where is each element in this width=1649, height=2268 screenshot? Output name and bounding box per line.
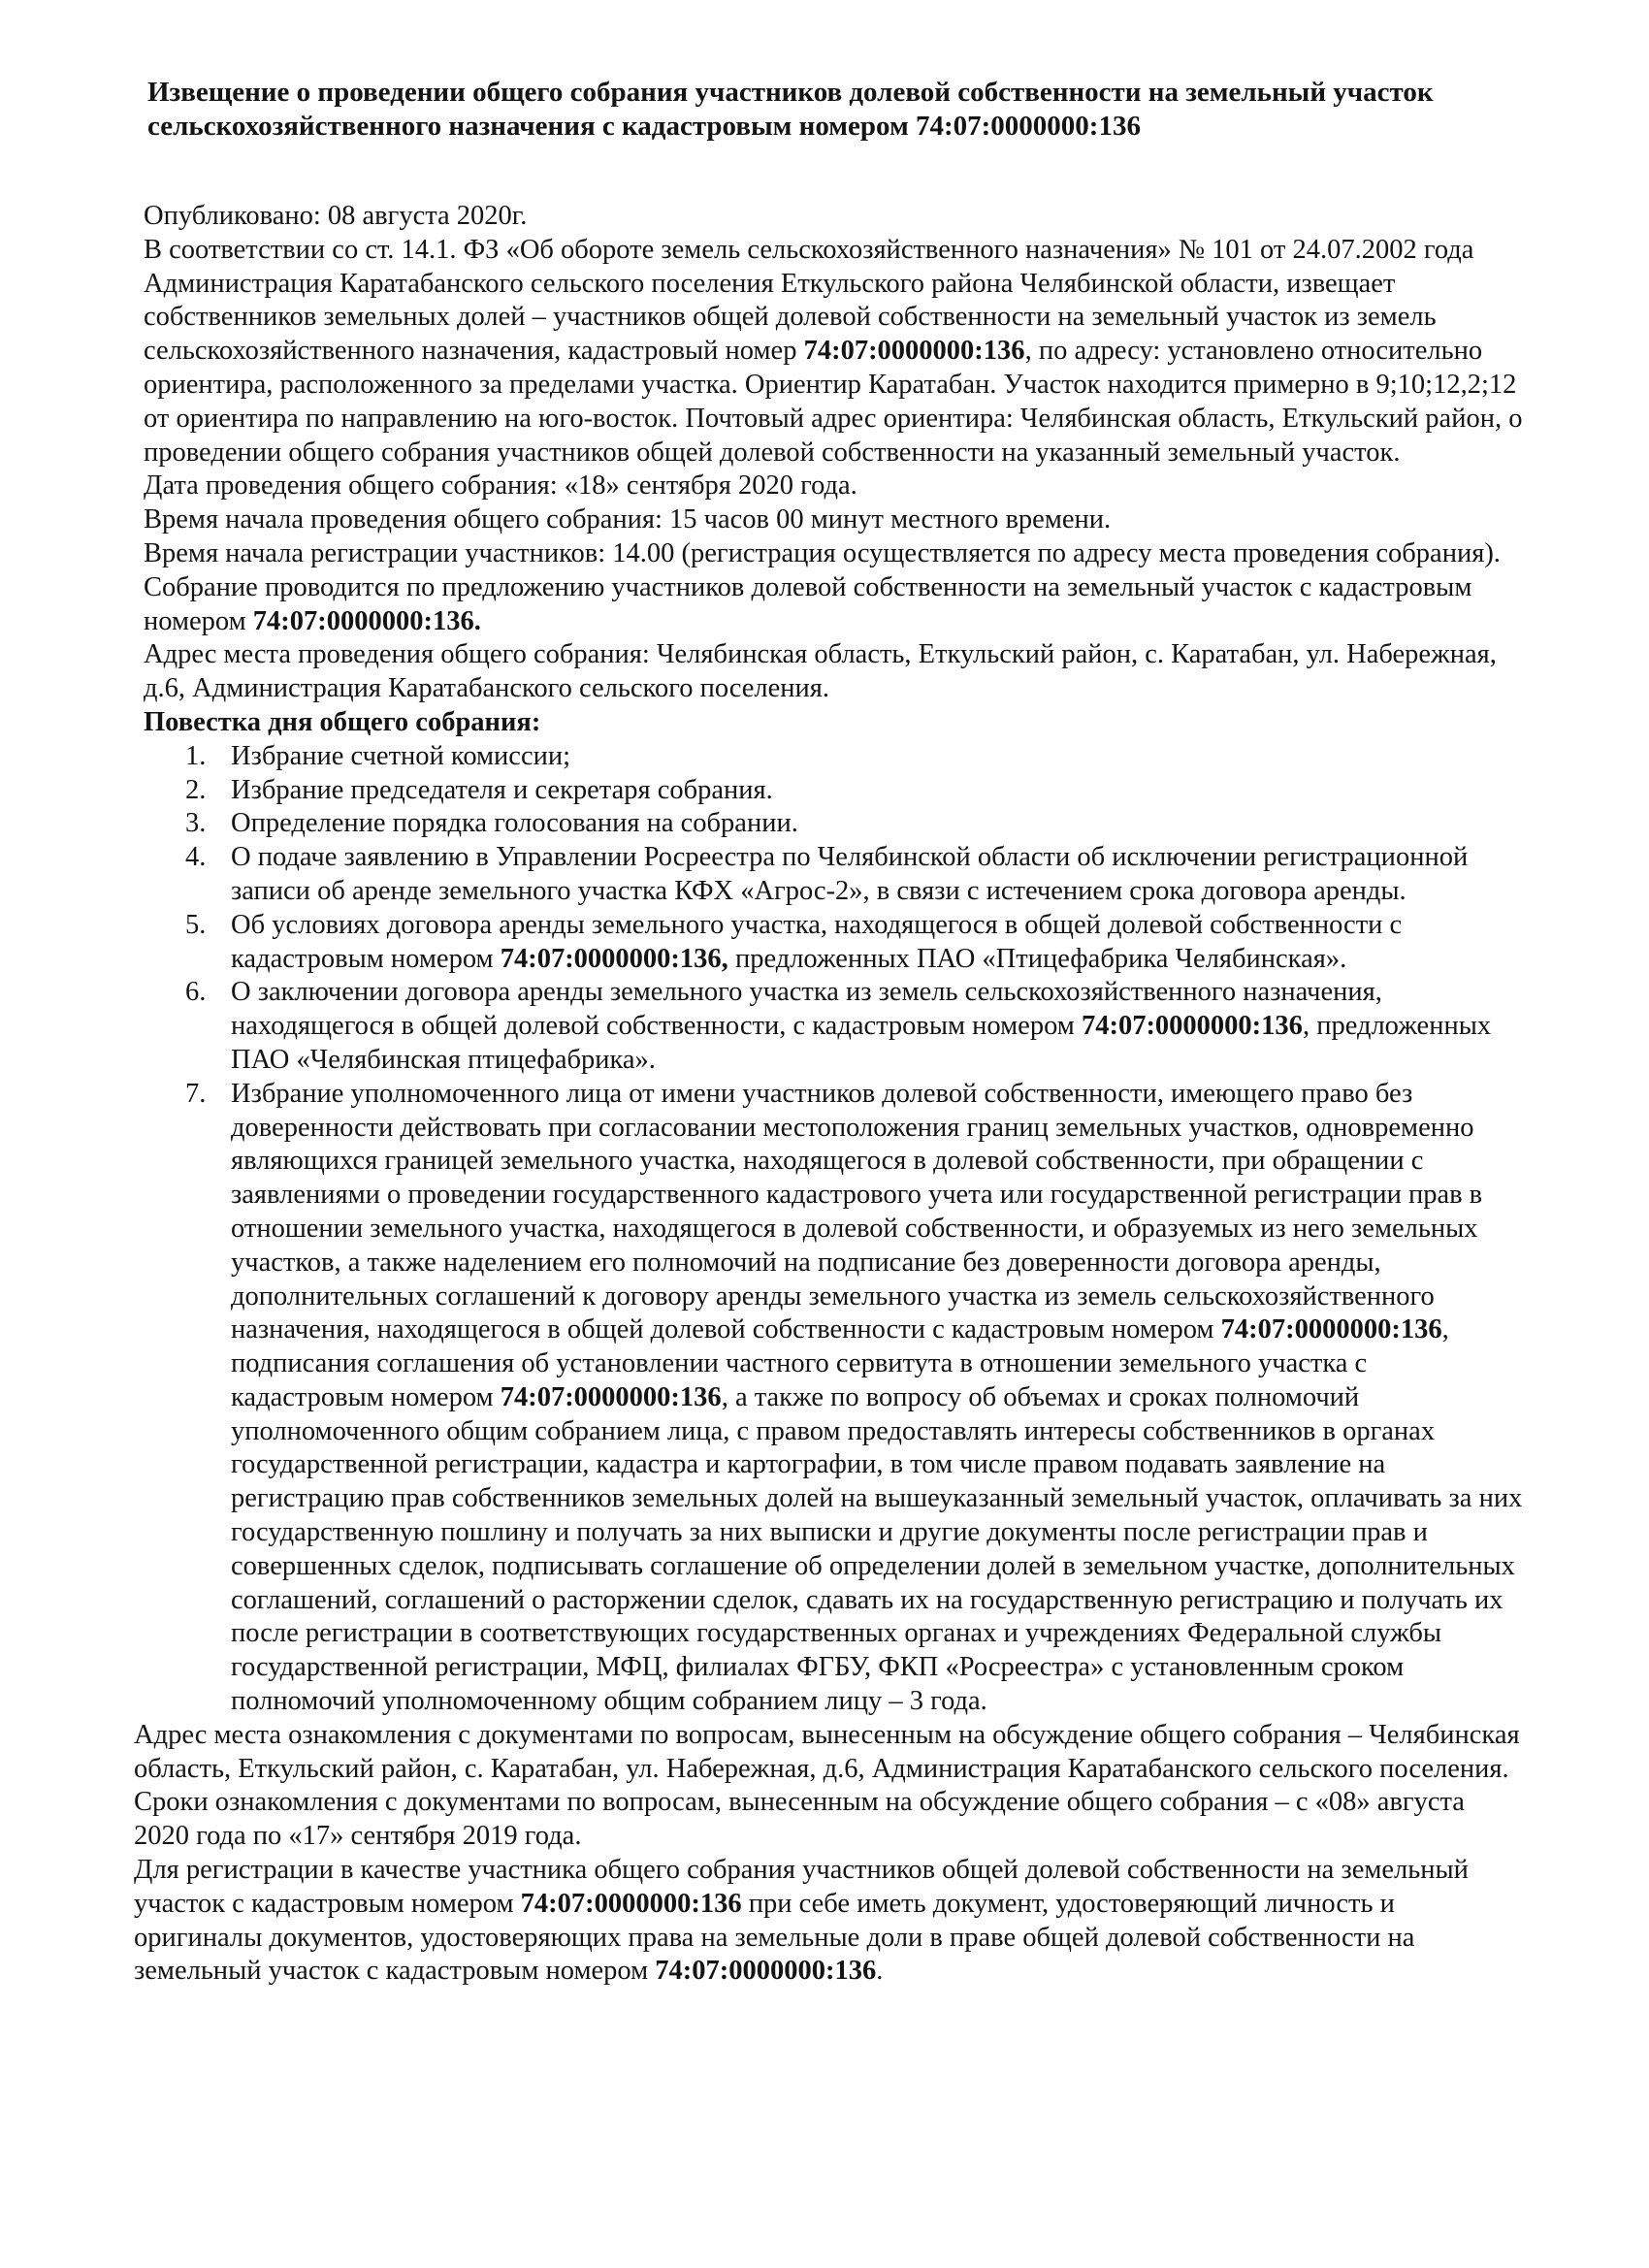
cadastral-number: 74:07:0000000:136 [1081,1011,1303,1042]
agenda-heading: Повестка дня общего собрания: [144,706,541,737]
meeting-address: Адрес места проведения общего собрания: Челябинская область, Еткульский район, с. Каратабан, ул. Набережная, д.6, Администрация Каратабанского сельского поселения. [144,639,1497,704]
agenda-item: Избрание уполномоченного лица от имени участников долевой собственности, имеющего право без доверенности действовать при согласовании местоположения границ земельных участков, одновременно являющихся границей земельного участка, находящегося в долевой собственности, при обращении с заявлениями о проведении государственного кадастрового учета или государственной регистрации прав в отношении земельного участка, находящегося в долевой собственности, и образуемых из него земельных участков, а также наделением его полномочий на подписание без доверенности договора аренды, дополнительных соглашений к договору аренды земельного участка из земель сельскохозяйственного назначения, находящегося в общей долевой собственности с кадастровым номером 74:07:0000000:136, подписания соглашения об установлении частного сервитута в отношении земельного участка с кадастровым номером 74:07:0000000:136, а также по вопросу об объемах и сроках полномочий уполномоченного общим собранием лица, с правом предоставлять интересы собственников в органах государственной регистрации, кадастра и картографии, в том числе правом подавать заявление на регистрацию прав собственников земельных долей на вышеуказанный земельный участок, оплачивать за них государственную пошлину и получать за них выписки и другие документы после регистрации прав и совершенных сделок, подписывать соглашение об определении долей в земельном участке, дополнительных соглашений, соглашений о расторжении сделок, сдавать их на государственную регистрацию и получать их после регистрации в соответствующих государственных органах и учреждениях Федеральной службы государственной регистрации, МФЦ, филиалах ФГБУ, ФКП «Росреестра» с установленным сроком полномочий уполномоченному общим собранием лицу – 3 года. [231,1078,1523,1717]
agenda-list [144,740,1527,1719]
agenda-item: Избрание председателя и секретаря собрания. [231,774,773,805]
cadastral-number: 74:07:0000000:136 [655,1956,877,1987]
cadastral-number: 74:07:0000000:136 [1220,1314,1442,1345]
documents-period: Сроки ознакомления с документами по вопросам, вынесенным на обсуждение общего собрания – с «08» августа 2020 года по «17» сентября 2019 года. [134,1787,1465,1852]
cadastral-number: 74:07:0000000:136 [500,1381,722,1412]
cadastral-number: 74:07:0000000:136. [252,605,481,636]
intro-paragraph: В соответствии со ст. 14.1. ФЗ «Об обороте земель сельскохозяйственного назначения» № 101 от 24.07.2002 года Администрация Каратабанского сельского поселения Еткульского района Челябинской области, извещает собственников земельных долей – участников общей долевой собственности на земельный участок из земель сельскохозяйственного назначения, кадастровый номер 74:07:0000000:136, по адресу: установлено относительно ориентира, расположенного за пределами участка. Ориентир Каратабан. Участок находится примерно в 9;10;12,2;12 от ориентира по направлению на юго-восток. Почтовый адрес ориентира: Челябинская область, Еткульский район, о проведении общего собрания участников общей долевой собственности на указанный земельный участок. [144,234,1523,468]
notice-title: Извещение о проведении общего собрания участников долевой собственности на земельный участок сельскохозяйственного назначения с кадастровым номером 74:07:0000000:136 [147,77,1434,142]
initiator-paragraph: Собрание проводится по предложению участников долевой собственности на земельный участок с кадастровым номером 74:07:0000000:136. [144,571,1472,636]
cadastral-number: 74:07:0000000:136 [520,1888,742,1919]
agenda-item: Об условиях договора аренды земельного участка, находящегося в общей долевой собственности с кадастровым номером 74:07:0000000:136, предложенных ПАО «Птицефабрика Челябинская». [231,909,1403,974]
closing-section [134,1719,1527,1989]
registration-documents: Для регистрации в качестве участника общего собрания участников общей долевой собственности на земельный участок с кадастровым номером 74:07:0000000:136 при себе иметь документ, удостоверяющий личность и оригиналы документов, удостоверяющих права на земельные доли в праве общей долевой собственности на земельный участок с кадастровым номером 74:07:0000000:136. [134,1855,1469,1987]
meeting-date: Дата проведения общего собрания: «18» сентября 2020 года. [144,470,857,502]
documents-address: Адрес места ознакомления с документами по вопросам, вынесенным на обсуждение общего собрания – Челябинская область, Еткульский район, с. Каратабан, ул. Набережная, д.6, Администрация Каратабанского сельского поселения. [134,1719,1520,1784]
published-date: Опубликовано: 08 августа 2020г. [144,201,528,231]
cadastral-number: 74:07:0000000:136 [803,336,1025,367]
registration-time: Время начала регистрации участников: 14.00 (регистрация осуществляется по адресу места проведения собрания). [144,537,1501,568]
meeting-time: Время начала проведения общего собрания: 15 часов 00 минут местного времени. [144,504,1112,535]
agenda-item: О заключении договора аренды земельного участка из земель сельскохозяйственного назначения, находящегося в общей долевой собственности, с кадастровым номером 74:07:0000000:136, предложенных ПАО «Челябинская птицефабрика». [231,977,1492,1075]
notice-body [134,200,1527,1989]
agenda-item: О подаче заявлению в Управлении Росреестра по Челябинской области об исключении регистрационной записи об аренде земельного участка КФХ «Агрос-2», в связи с истечением срока договора аренды. [231,842,1469,906]
cadastral-number: 74:07:0000000:136, [500,943,728,974]
agenda-item: Определение порядка голосования на собрании. [231,808,798,839]
agenda-item: Избрание счетной комиссии; [231,740,571,771]
